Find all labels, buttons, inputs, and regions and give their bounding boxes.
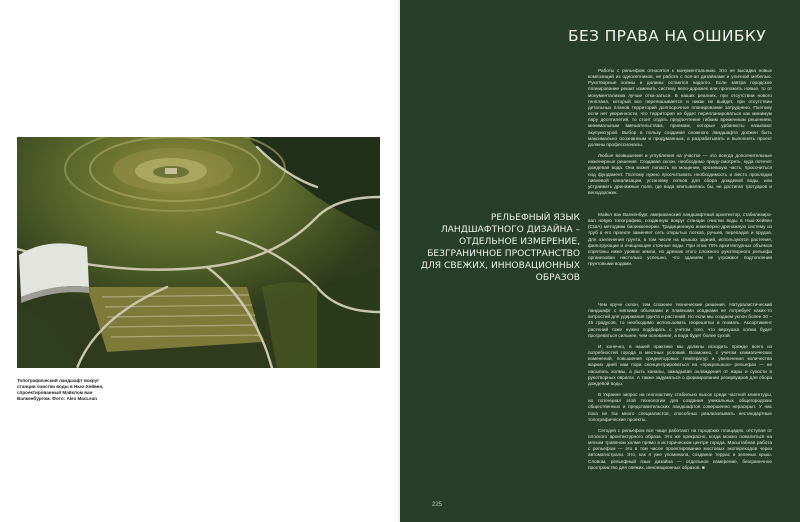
page-number: 225 [432, 502, 443, 508]
pull-quote: РЕЛЬЕФНЫЙ ЯЗЫК ЛАНДШАФТНОГО ДИЗАЙНА – ОТДЕЛЬНОЕ ИЗМЕРЕНИЕ, БЕЗГРАНИЧНОЕ ПРОСТРАНСТВО ДЛЯ СВЕЖИХ, ИННОВАЦИОННЫХ ОБРАЗОВ [420, 213, 580, 283]
lower-paragraph-2: И, конечно, в нашей практике мы должны исходить прежде всего из потребностей города и местных условий. Возможно, с учетом климатических изменений, повышения среднегодовых температур и увеличения количества жарких дней нам пора сконцентрироваться на «прицельных» рельефах — не насыпать холмы, а рыть каналы, зажадывая охлаждения от жары и сухости в рукотворных оврагах. А также задуматься о формировании резервуаров для сбора дождевой воды. [588, 343, 772, 386]
quote-text-column [588, 212, 772, 272]
lower-paragraph-4: Сегодня с рельефом все чаще работают на городских площадях, отступая от плоского архитектурного образа. Это же прекрасно, когда можно повалиться на мягком травяном холме прямо в историческом центре города. Масштабная работа с рельефом — это в том числе проектирование мостовых экопереходов через автомагистрали. Это, как я уже упоминала, создание террас и зеленых крыш. Словом, рельефный язык дизайна — отдельное измерение, безграничное пространство для свежих, инновационных образов. ■ [588, 427, 772, 470]
intro-paragraph-1: Работы с рельефом относятся к монументальным. Это не высадка новых композиций из однолетников, не работа с поп-ап дизайнами и уличной мебелью. Рукотворные холмы и долины остаются надолго. Если завтра городское планирование решит изменить систему вело-дорожек или проложить новые, то от монументализма лучше отка-заться. В наших реалиях, при отсутствии нового генплана, который все перепишывается и никак не выйдет, при отсутствии детальных планов территорий долгосрочное планирование затруднено. Поэтому если нет уверенности, что территория не будет перепланироваться как минимум пару десятилетий, то стоит отдать предпочтение гибким временным решениям, минимальным вмешательствам, приемам, которые урбанисты называют акупунктурой. Выбор в пользу создания сложного ландшафта должен быть максимально осознанным и продуманным, а разрабатывать и выполнять проект должны профессионалы. [588, 68, 772, 147]
aerial-landscape-illustration [17, 137, 380, 368]
lower-paragraph-1: Чем круче склон, тем сложнее технические решения. Натуралистический ландшафт с мягкими объемами и плавными осадками не потребует каких-то хитростей для удержания грунта и растений. Но если мы создаем уклон более 30 – 45 градусов, то необходимо использовать георешетки и геомать. Ассортимент растений тоже нужно подбирать с учетом того, что верхушка холма будет прогреваться сильнее, чем основание, а вода будет более сухой. [588, 302, 772, 338]
lower-text-column [588, 302, 772, 476]
intro-paragraph-2: Любые возвышения и углубления на участке — это всегда дополнительные инженерные решения. Создавая склон, необходимо преду-смотреть, куда потечет дождевая вода. Она может попасть на мощение, прозевшую часть, просочиться под фундамент. Поэтому нужно просчитывать необходимость и место прокладки ливневой канализации, установку лотков для сбора дождевой воды, или устраивать дренажные поля, где вода впитывалась бы, не достигая тротуаров и велодорожек. [588, 153, 772, 195]
intro-text-column [588, 68, 772, 201]
photo-caption: Топографический ландшафт вокруг станции очистки воды в Нью-Хейвен, спроектированный Майклом ван Валкенбургом. Фото: Alex MacLean [17, 378, 104, 401]
article-title: БЕЗ ПРАВА НА ОШИБКУ [568, 27, 766, 45]
lower-paragraph-3: В Украине запрос на геопластику стабильно высок среди частной клиентуры, но потенциал этой технологии для создания уникальных общегородских общественных и представительских ландшафтов совершенно нераскрыт. У нас пока не так много специалистов, способных реализовывать нестандартные топографические проекты. [588, 392, 772, 422]
quote-paragraph: Майкл ван Валкенбург, американский ландшафтный архитектор, стабилизиро-вал новую топографию, созданную вокруг станции очистки воды в Нью-Хейвен (США) методами биоинженерии. Традиционную инженерно-дренажную систему из труб в его проекте заменяет сеть открытых лотков, ручьев, перепадов и прудов. Для озеленения грунта, в том числе на крышах зданий, используются растения, фильтрующие и очищающие сточные воды. При этом 70% архитектурных объемов спрятаны ниже уровня земли, но дренаж этого сложного рукотворного рельефа организован настолько успешно, что зданиям не угрожают подтопления грунтовыми водами. [588, 212, 772, 267]
aerial-landscape-photo [17, 137, 380, 368]
